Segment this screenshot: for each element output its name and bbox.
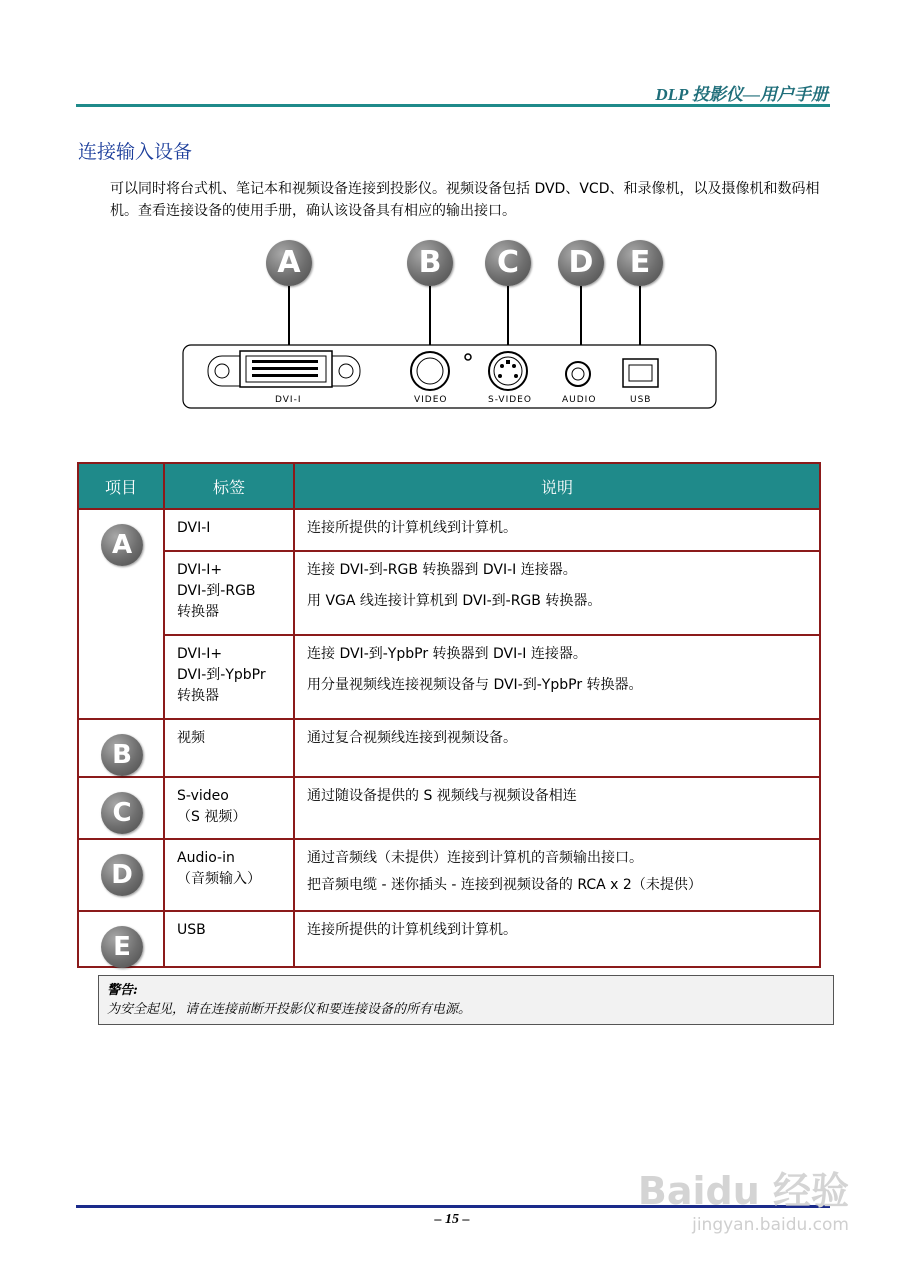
table-row <box>78 509 820 551</box>
header-description: 说明 <box>294 463 820 509</box>
label-cell: S-video （S 视频） <box>164 777 294 839</box>
label-video: VIDEO <box>414 395 448 405</box>
header-divider <box>76 104 830 107</box>
label-cell: DVI-I+ DVI-到-RGB 转换器 <box>164 551 294 635</box>
badge-a: A <box>266 240 312 286</box>
description-cell: 连接 DVI-到-YpbPr 转换器到 DVI-I 连接器。 用分量视频线连接视频设备与 DVI-到-YpbPr 转换器。 <box>294 635 820 719</box>
label-cell: Audio-in （音频输入） <box>164 839 294 911</box>
description-cell: 连接 DVI-到-RGB 转换器到 DVI-I 连接器。 用 VGA 线连接计算机到 DVI-到-RGB 转换器。 <box>294 551 820 635</box>
table-row <box>78 719 820 777</box>
label-cell: DVI-I <box>164 509 294 551</box>
label-cell: 视频 <box>164 719 294 777</box>
page-number: – 15 – <box>434 1212 470 1227</box>
item-badge: E <box>101 926 143 968</box>
item-cell <box>78 509 164 719</box>
label-cell: DVI-I+ DVI-到-YpbPr 转换器 <box>164 635 294 719</box>
item-badge: B <box>101 734 143 776</box>
badge-d: D <box>558 240 604 286</box>
label-dvi: DVI-I <box>275 395 302 405</box>
item-badge: D <box>101 854 143 896</box>
connection-table <box>77 462 821 968</box>
table-row <box>78 635 820 719</box>
table-row <box>78 551 820 635</box>
warning-box <box>98 975 834 1025</box>
description-cell: 连接所提供的计算机线到计算机。 <box>294 509 820 551</box>
badge-c: C <box>485 240 531 286</box>
panel-drawing <box>180 240 725 415</box>
intro-paragraph: 可以同时将台式机、笔记本和视频设备连接到投影仪。视频设备包括 DVD、VCD、和录像机，以及摄像机和数码相机。查看连接设备的使用手册，确认该设备具有相应的输出接口。 <box>110 181 820 219</box>
section-title: 连接输入设备 <box>78 141 193 163</box>
header-item: 项目 <box>78 463 164 509</box>
badge-e: E <box>617 240 663 286</box>
item-badge: C <box>101 792 143 834</box>
badge-b: B <box>407 240 453 286</box>
description-cell: 通过随设备提供的 S 视频线与视频设备相连 <box>294 777 820 839</box>
label-svideo: S-VIDEO <box>488 395 532 405</box>
table-row <box>78 911 820 967</box>
description-cell: 连接所提供的计算机线到计算机。 <box>294 911 820 967</box>
connector-panel-diagram <box>180 240 725 415</box>
table-row <box>78 839 820 911</box>
item-cell <box>78 777 164 839</box>
table-row <box>78 777 820 839</box>
label-usb: USB <box>630 395 652 405</box>
header-title: DLP 投影仪—用户手册 <box>655 85 828 104</box>
header-label: 标签 <box>164 463 294 509</box>
item-cell <box>78 719 164 777</box>
table-header-row <box>78 463 820 509</box>
item-cell <box>78 911 164 967</box>
warning-text: 为安全起见，请在连接前断开投影仪和要连接设备的所有电源。 <box>107 1002 472 1017</box>
item-badge: A <box>101 524 143 566</box>
item-cell <box>78 839 164 911</box>
description-cell: 通过音频线（未提供）连接到计算机的音频输出接口。 把音频电缆 - 迷你插头 - 连接到视频设备的 RCA x 2（未提供） <box>294 839 820 911</box>
description-cell: 通过复合视频线连接到视频设备。 <box>294 719 820 777</box>
warning-title: 警告: <box>107 983 138 998</box>
label-audio: AUDIO <box>562 395 597 405</box>
watermark-url: jingyan.baidu.com <box>692 1215 849 1235</box>
watermark-logo: Baidu 经验 <box>637 1169 849 1213</box>
label-cell: USB <box>164 911 294 967</box>
